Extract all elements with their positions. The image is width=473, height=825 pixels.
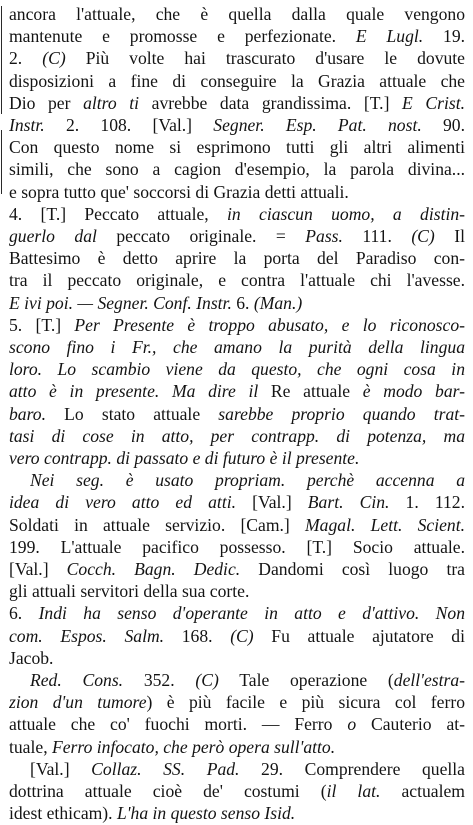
roman-text: dottrina attuale cioè de' costumi ( bbox=[9, 781, 327, 801]
italic-text: E Lugl. bbox=[355, 26, 424, 47]
italic-text: com. Espos. Salm. bbox=[9, 625, 165, 646]
roman-text: Jacob. bbox=[9, 647, 54, 668]
margin-rule-middle bbox=[1, 130, 2, 194]
text-line bbox=[9, 490, 465, 514]
roman-text: 2. bbox=[9, 48, 43, 69]
roman-text: 199. L'attuale pacifico possesso. [T.] Socio attuale. bbox=[9, 536, 465, 557]
text-line bbox=[9, 202, 465, 226]
roman-text: peccato originale. = bbox=[96, 226, 306, 246]
italic-text: scono fino i Fr., che amano la purità della lingua bbox=[9, 337, 465, 357]
roman-text: simili, che sono a cagion d'esempio, la parola divina... bbox=[9, 159, 465, 180]
text-line bbox=[9, 246, 465, 270]
roman-text: 29. Comprendere quella bbox=[239, 758, 465, 779]
roman-text: Con questo nome si esprimono tutti gli altri alimenti bbox=[9, 137, 465, 158]
text-line bbox=[9, 291, 465, 315]
text-line bbox=[9, 180, 465, 204]
italic-text: o bbox=[347, 714, 357, 735]
text-line bbox=[9, 779, 465, 803]
italic-text: Indi ha senso d'operante in atto e d'attivo. Non bbox=[38, 603, 465, 624]
italic-text: il lat. bbox=[326, 781, 381, 801]
italic-text: (C) bbox=[411, 226, 435, 246]
roman-text: Soldati in attuale servizio. [Cam.] bbox=[9, 514, 306, 535]
roman-text: ) è più facile e più sicura col ferro bbox=[146, 692, 465, 713]
roman-text: attuale che co' fuochi morti. — Ferro bbox=[9, 714, 348, 735]
roman-text: Più volte hai trascurato d'usare le dovute bbox=[65, 48, 465, 69]
text-line bbox=[9, 513, 465, 537]
text-line bbox=[9, 157, 465, 181]
roman-text: 168. bbox=[164, 625, 231, 646]
roman-text: 1. 112. bbox=[389, 492, 465, 513]
roman-text: [Val.] bbox=[30, 758, 92, 779]
margin-rule-top bbox=[1, 6, 2, 114]
roman-text: [Val.] bbox=[9, 559, 67, 579]
italic-text: tasi di cose in atto, per contrapp. di potenza, ma bbox=[9, 425, 465, 446]
text-line bbox=[9, 268, 465, 292]
roman-text: 90. bbox=[421, 115, 465, 135]
text-line bbox=[9, 712, 465, 736]
roman-text: 352. bbox=[123, 670, 196, 690]
italic-text: (Man.) bbox=[253, 292, 303, 313]
text-line bbox=[9, 446, 465, 470]
roman-text: idest ethicam). bbox=[9, 803, 117, 824]
text-line bbox=[9, 735, 465, 759]
italic-text: sarebbe proprio quando trat- bbox=[218, 403, 465, 424]
text-line bbox=[9, 424, 465, 448]
text-line bbox=[9, 24, 465, 48]
italic-text: Segner. Esp. Pat. nost. bbox=[213, 115, 422, 135]
italic-text: Instr. bbox=[9, 115, 45, 135]
text-line bbox=[9, 135, 465, 159]
text-line bbox=[9, 113, 465, 137]
roman-text: tra il peccato originale, e contra l'attuale chi l'avesse. bbox=[9, 270, 465, 291]
text-line bbox=[30, 468, 465, 492]
italic-text: Bart. Cin. bbox=[307, 492, 390, 513]
text-line bbox=[9, 535, 465, 559]
roman-text: e sopra tutto que' soccorsi di Grazia detti attuali. bbox=[9, 181, 349, 202]
roman-text: Dio per bbox=[9, 92, 84, 113]
text-line bbox=[9, 646, 465, 670]
text-line bbox=[9, 690, 465, 714]
text-line bbox=[9, 91, 465, 115]
italic-text: E Crist. bbox=[402, 92, 465, 113]
roman-text: 5. [T.] bbox=[9, 314, 75, 335]
italic-text: Per Presente è troppo abusato, e lo riconosco- bbox=[74, 314, 465, 335]
roman-text: Tale operazione ( bbox=[218, 670, 394, 690]
roman-text: Fu attuale ajutatore di bbox=[253, 625, 465, 646]
text-line bbox=[9, 379, 465, 403]
italic-text: dell'estra- bbox=[393, 670, 465, 690]
italic-text: (C) bbox=[195, 670, 219, 690]
roman-text: Re attuale bbox=[258, 381, 363, 402]
roman-text: 2. 108. [Val.] bbox=[44, 115, 214, 135]
roman-text: 6. bbox=[231, 292, 254, 313]
italic-text: Magal. Lett. Scient. bbox=[305, 514, 465, 535]
italic-text: baro. bbox=[9, 403, 46, 424]
roman-text: Cauterio at- bbox=[356, 714, 465, 735]
roman-text: ancora l'attuale, che è quella dalla quale vengono bbox=[9, 4, 465, 24]
text-line bbox=[9, 224, 465, 248]
text-line bbox=[9, 313, 465, 337]
italic-text: loro. Lo scambio viene da questo, che ogni cosa in bbox=[9, 359, 465, 380]
roman-text: tuale, bbox=[9, 736, 52, 757]
roman-text: Battesimo è detto aprire la porta del Paradiso con- bbox=[9, 248, 465, 269]
italic-text: zion d'un tumore bbox=[9, 692, 147, 713]
roman-text: 4. [T.] Peccato attuale, bbox=[9, 203, 228, 224]
italic-text: Red. Cons. bbox=[30, 670, 124, 690]
text-line bbox=[9, 579, 465, 603]
italic-text: in ciascun uomo, a distin- bbox=[227, 203, 465, 224]
roman-text: Lo stato attuale bbox=[45, 403, 219, 424]
text-line bbox=[9, 357, 465, 381]
roman-text: Dandomi così luogo tra bbox=[240, 559, 465, 579]
italic-text: E ivi poi. — Segner. Conf. Instr. bbox=[9, 292, 232, 313]
text-line bbox=[9, 402, 465, 426]
text-line bbox=[30, 757, 465, 781]
italic-text: atto è in presente. Ma dire il bbox=[9, 381, 259, 402]
italic-text: Cocch. Bagn. Dedic. bbox=[66, 559, 241, 579]
italic-text: Nei seg. è usato propriam. perchè accenna a bbox=[30, 470, 465, 491]
roman-text: actualem bbox=[380, 781, 465, 801]
italic-text: è modo bar- bbox=[362, 381, 465, 402]
roman-text: [Val.] bbox=[236, 492, 308, 513]
roman-text: 19. bbox=[423, 26, 465, 47]
italic-text: Ferro infocato, che però opera sull'atto. bbox=[52, 736, 336, 757]
roman-text: avrebbe data grandissima. [T.] bbox=[139, 92, 403, 113]
text-line bbox=[9, 557, 465, 581]
italic-text: (C) bbox=[42, 48, 66, 69]
italic-text: altro ti bbox=[83, 92, 140, 113]
roman-text: gli attuali servitori della sua corte. bbox=[9, 581, 250, 602]
text-line bbox=[9, 801, 465, 825]
italic-text: idea di vero atto ed atti. bbox=[9, 492, 236, 513]
roman-text: mantenute e promosse e perfezionate. bbox=[9, 26, 356, 47]
italic-text: (C) bbox=[230, 625, 254, 646]
italic-text: guerlo dal bbox=[9, 226, 97, 246]
text-line bbox=[9, 69, 465, 93]
roman-text: Il bbox=[434, 226, 465, 246]
roman-text: 111. bbox=[342, 226, 412, 246]
text-line bbox=[9, 335, 465, 359]
text-line bbox=[9, 2, 465, 26]
italic-text: L'ha in questo senso Isid. bbox=[116, 803, 296, 824]
roman-text: disposizioni a fine di conseguire la Grazia attuale che bbox=[9, 70, 465, 91]
roman-text: 6. bbox=[9, 603, 39, 624]
italic-text: Pass. bbox=[305, 226, 343, 246]
text-line bbox=[9, 624, 465, 648]
italic-text: vero contrapp. di passato e di futuro è il presente. bbox=[9, 448, 360, 468]
text-line bbox=[30, 668, 465, 692]
text-line bbox=[9, 601, 465, 625]
text-line bbox=[9, 46, 465, 70]
italic-text: Collaz. SS. Pad. bbox=[91, 758, 240, 779]
